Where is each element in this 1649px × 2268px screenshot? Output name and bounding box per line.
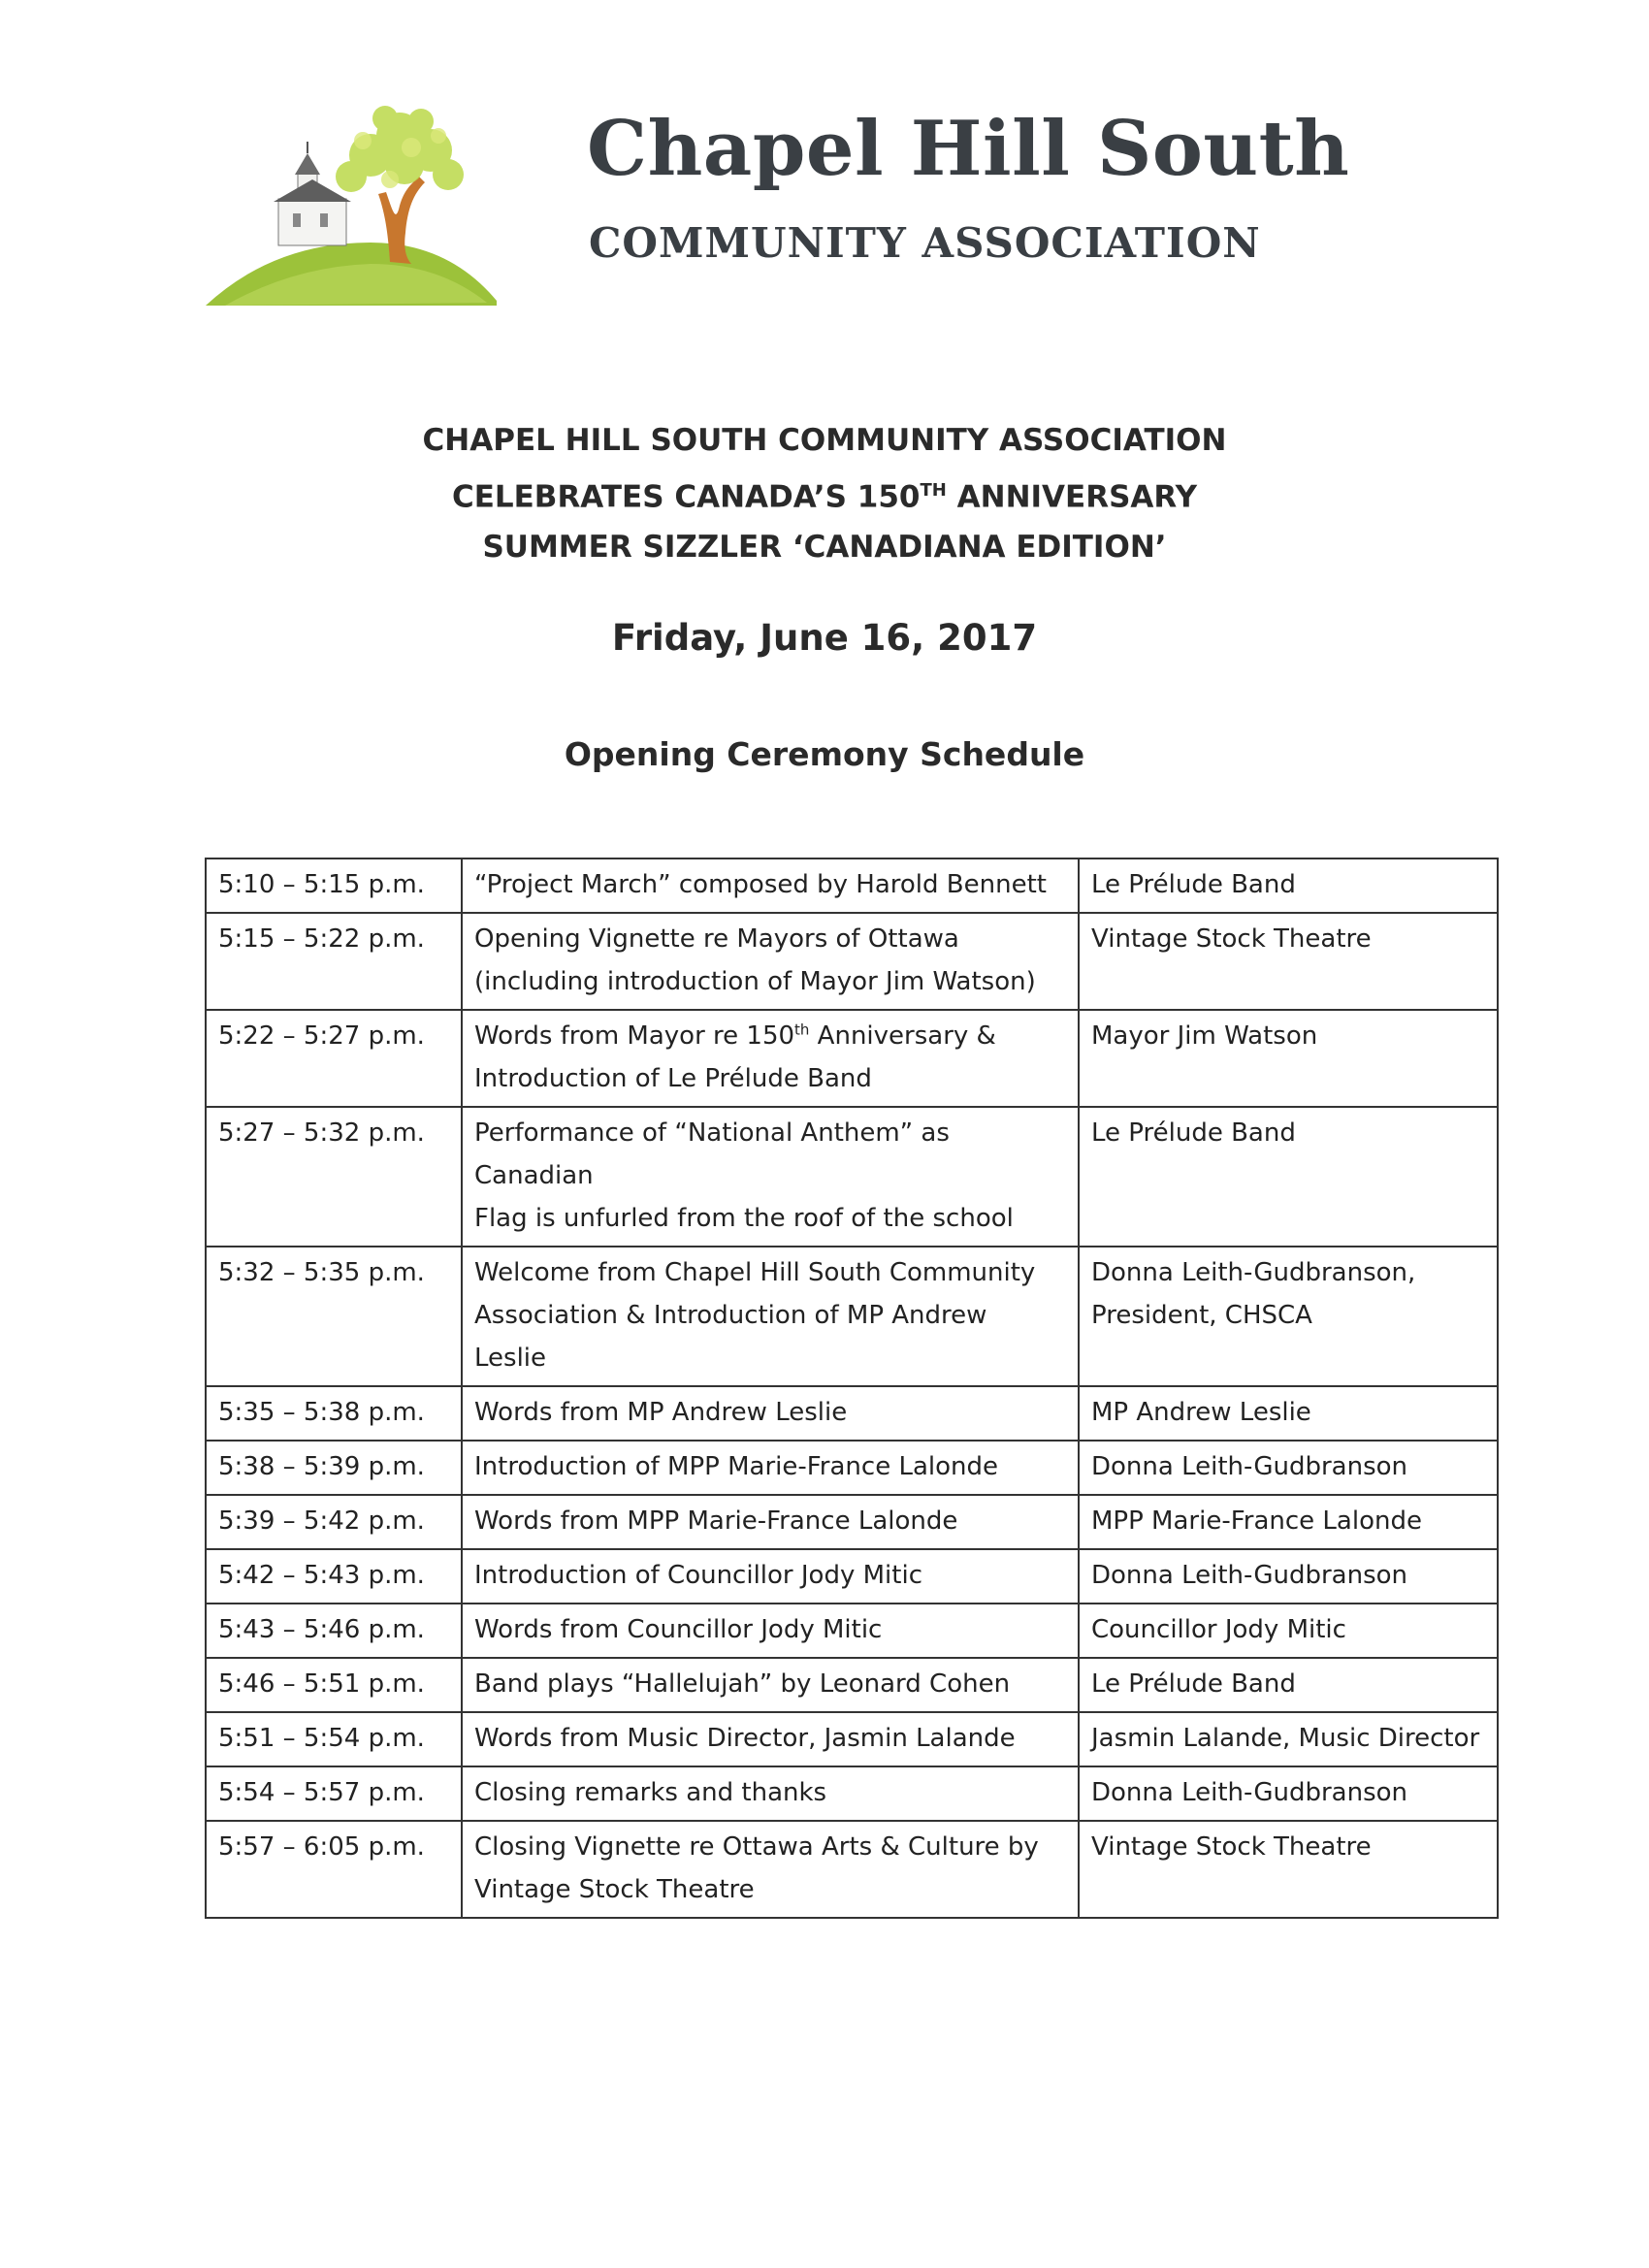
heading-line-2-prefix: CELEBRATES CANADA’S 150: [451, 479, 921, 515]
schedule-item: [462, 1766, 1079, 1821]
schedule-presenter-line: Donna Leith-Gudbranson: [1091, 1778, 1408, 1807]
schedule-presenter-line: MPP Marie-France Lalonde: [1091, 1507, 1422, 1536]
schedule-presenter: [1079, 913, 1498, 1010]
schedule-presenter: [1079, 1247, 1498, 1386]
schedule-item-text: Words from Mayor re 150: [474, 1021, 795, 1051]
schedule-time: 5:39 – 5:42 p.m.: [206, 1495, 462, 1549]
schedule-presenter-line: Vintage Stock Theatre: [1091, 924, 1372, 954]
schedule-item-line: Closing remarks and thanks: [474, 1778, 827, 1807]
schedule-time: 5:15 – 5:22 p.m.: [206, 913, 462, 1010]
schedule-time: 5:35 – 5:38 p.m.: [206, 1386, 462, 1441]
schedule-presenter-line: Mayor Jim Watson: [1091, 1021, 1318, 1051]
schedule-item: [462, 1549, 1079, 1604]
table-row: [206, 1010, 1498, 1107]
table-row: [206, 1712, 1498, 1766]
schedule-item-line: Performance of “National Anthem” as Canadian: [474, 1118, 950, 1190]
schedule-table: [205, 858, 1499, 1919]
schedule-presenter-line: President, CHSCA: [1091, 1301, 1312, 1330]
table-row: [206, 1658, 1498, 1712]
schedule-item-line: Closing Vignette re Ottawa Arts & Culture by: [474, 1832, 1039, 1862]
schedule-item-line: Words from MP Andrew Leslie: [474, 1398, 848, 1427]
table-row: [206, 1107, 1498, 1247]
schedule-presenter: [1079, 1441, 1498, 1495]
schedule-time: 5:42 – 5:43 p.m.: [206, 1549, 462, 1604]
schedule-item: [462, 1107, 1079, 1247]
schedule-time: 5:43 – 5:46 p.m.: [206, 1604, 462, 1658]
table-row: [206, 1247, 1498, 1386]
schedule-item: [462, 1441, 1079, 1495]
table-row: [206, 1386, 1498, 1441]
schedule-item-line: Introduction of MPP Marie-France Lalonde: [474, 1452, 998, 1481]
schedule-presenter: [1079, 1386, 1498, 1441]
schedule-item-text: Anniversary &: [809, 1021, 996, 1051]
schedule-item-line: Words from Music Director, Jasmin Lalande: [474, 1724, 1016, 1753]
schedule-presenter-line: Councillor Jody Mitic: [1091, 1615, 1346, 1644]
schedule-item-line: Flag is unfurled from the roof of the school: [474, 1204, 1014, 1233]
schedule-presenter: [1079, 1766, 1498, 1821]
schedule-presenter-line: MP Andrew Leslie: [1091, 1398, 1311, 1427]
schedule-item-line: Words from MPP Marie-France Lalonde: [474, 1507, 958, 1536]
table-row: [206, 1495, 1498, 1549]
schedule-item-line: Words from Councillor Jody Mitic: [474, 1615, 883, 1644]
schedule-item-line: “Project March” composed by Harold Bennett: [474, 870, 1047, 899]
schedule-time: 5:54 – 5:57 p.m.: [206, 1766, 462, 1821]
heading-superscript: TH: [920, 480, 947, 501]
heading-line-1: CHAPEL HILL SOUTH COMMUNITY ASSOCIATION: [422, 423, 1227, 458]
heading-line-3: SUMMER SIZZLER ‘CANADIANA EDITION’: [482, 530, 1167, 566]
table-row: [206, 859, 1498, 913]
schedule-item-line: [474, 1015, 1066, 1057]
schedule-body: [206, 859, 1498, 1918]
schedule-item-line: Welcome from Chapel Hill South Community: [474, 1258, 1036, 1287]
schedule-presenter: [1079, 1495, 1498, 1549]
org-name: Chapel Hill South: [587, 105, 1350, 193]
schedule-item: [462, 1821, 1079, 1918]
schedule-item: [462, 1712, 1079, 1766]
schedule-item: [462, 1386, 1079, 1441]
schedule-time: 5:10 – 5:15 p.m.: [206, 859, 462, 913]
schedule-item-line: (including introduction of Mayor Jim Watson): [474, 967, 1036, 996]
schedule-time: 5:22 – 5:27 p.m.: [206, 1010, 462, 1107]
schedule-presenter: [1079, 1549, 1498, 1604]
table-row: [206, 1441, 1498, 1495]
schedule-time: 5:38 – 5:39 p.m.: [206, 1441, 462, 1495]
schedule-presenter-line: Le Prélude Band: [1091, 870, 1296, 899]
event-date: Friday, June 16, 2017: [611, 617, 1038, 659]
schedule-item-line: Band plays “Hallelujah” by Leonard Cohen: [474, 1669, 1011, 1699]
schedule-time: 5:32 – 5:35 p.m.: [206, 1247, 462, 1386]
schedule-item: [462, 1658, 1079, 1712]
schedule-time: 5:27 – 5:32 p.m.: [206, 1107, 462, 1247]
schedule-presenter-line: Donna Leith-Gudbranson: [1091, 1452, 1408, 1481]
heading-line-2: [0, 466, 1649, 522]
schedule-presenter: [1079, 1821, 1498, 1918]
table-row: [206, 1766, 1498, 1821]
schedule-item: [462, 1247, 1079, 1386]
schedule-time: 5:46 – 5:51 p.m.: [206, 1658, 462, 1712]
schedule-presenter: [1079, 1107, 1498, 1247]
schedule-item-line: Introduction of Councillor Jody Mitic: [474, 1561, 922, 1590]
announcement-heading: [0, 415, 1649, 572]
schedule-presenter-line: Vintage Stock Theatre: [1091, 1832, 1372, 1862]
schedule-presenter: [1079, 1604, 1498, 1658]
schedule-item: [462, 1604, 1079, 1658]
schedule-presenter: [1079, 1658, 1498, 1712]
table-row: [206, 1604, 1498, 1658]
schedule-title: Opening Ceremony Schedule: [564, 735, 1085, 773]
table-row: [206, 1549, 1498, 1604]
schedule-time: 5:57 – 6:05 p.m.: [206, 1821, 462, 1918]
schedule-item: [462, 1495, 1079, 1549]
table-row: [206, 913, 1498, 1010]
schedule-presenter-line: Le Prélude Band: [1091, 1118, 1296, 1148]
heading-line-2-suffix: ANNIVERSARY: [946, 479, 1198, 515]
schedule-item-superscript: th: [794, 1021, 810, 1039]
schedule-item: [462, 913, 1079, 1010]
schedule-presenter-line: Donna Leith-Gudbranson: [1091, 1561, 1408, 1590]
schedule-item-line: Vintage Stock Theatre: [474, 1875, 755, 1904]
tree-and-church-logo: [206, 97, 497, 315]
schedule-item-line: Opening Vignette re Mayors of Ottawa: [474, 924, 959, 954]
schedule-presenter: [1079, 1010, 1498, 1107]
table-row: [206, 1821, 1498, 1918]
schedule-time: 5:51 – 5:54 p.m.: [206, 1712, 462, 1766]
org-subtitle: COMMUNITY ASSOCIATION: [589, 219, 1261, 267]
schedule-presenter: [1079, 1712, 1498, 1766]
schedule-presenter-line: Jasmin Lalande, Music Director: [1091, 1724, 1480, 1753]
schedule-presenter: [1079, 859, 1498, 913]
schedule-presenter-line: Donna Leith-Gudbranson,: [1091, 1258, 1416, 1287]
schedule-item: [462, 1010, 1079, 1107]
schedule-item: [462, 859, 1079, 913]
schedule-presenter-line: Le Prélude Band: [1091, 1669, 1296, 1699]
schedule-item-line: Introduction of Le Prélude Band: [474, 1064, 872, 1093]
schedule-item-line: Association & Introduction of MP Andrew Leslie: [474, 1301, 987, 1373]
